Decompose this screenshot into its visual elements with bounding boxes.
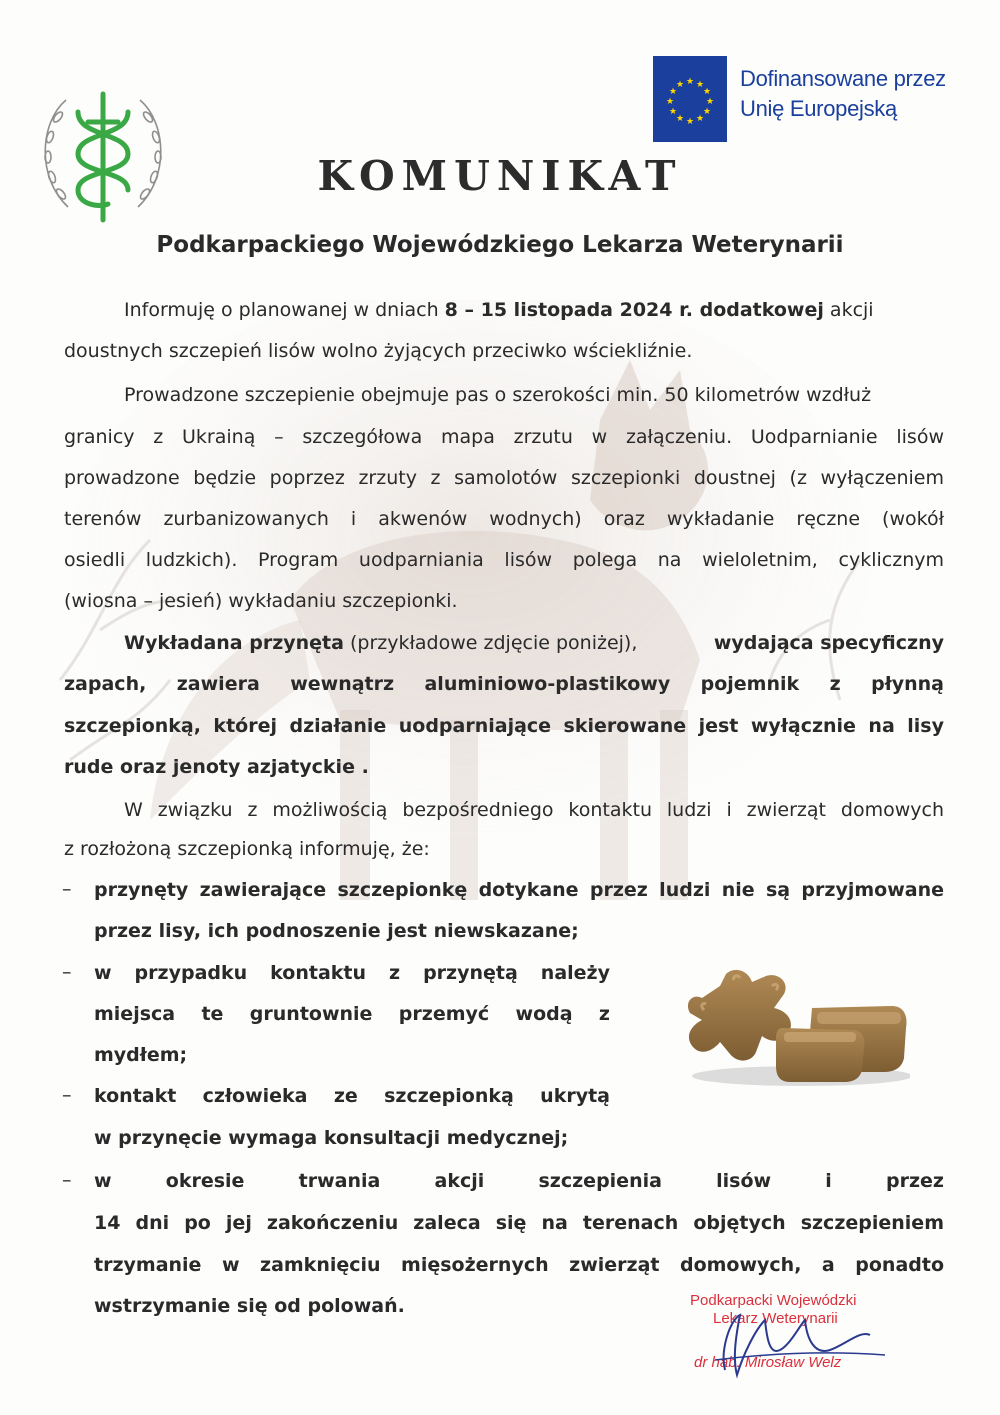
p3-line2: zapach, zawiera wewnątrz aluminiowo-plastikowy pojemnik z płynną xyxy=(64,673,944,695)
p3-line4: rude oraz jenoty azjatyckie . xyxy=(64,756,369,778)
p2-line2: granicy z Ukrainą – szczegółowa mapa zrzutu w załączeniu. Uodparnianie lisów xyxy=(64,426,944,448)
bullet4-line2: 14 dni po jej zakończeniu zaleca się na terenach objętych szczepieniem xyxy=(94,1212,944,1234)
bullet1-line2: przez lisy, ich podnoszenie jest niewskazane; xyxy=(94,920,579,942)
bullet-dash-2: – xyxy=(62,961,72,983)
svg-text:★: ★ xyxy=(668,87,678,97)
document-title: KOMUNIKAT xyxy=(317,152,683,200)
bullet-dash-1: – xyxy=(62,878,72,900)
bullet2-line2: miejsca te gruntownie przemyć wodą z xyxy=(94,1003,610,1025)
p3-bait-label: Wykładana przynęta xyxy=(124,632,344,654)
bullet-dash-3: – xyxy=(62,1084,72,1106)
svg-text:★: ★ xyxy=(702,87,712,97)
p4-line1: W związku z możliwością bezpośredniego kontaktu ludzi i zwierząt domowych xyxy=(124,799,944,821)
p1-line2: doustnych szczepień lisów wolno żyjących przeciwko wściekliźnie. xyxy=(64,340,693,362)
bullet4-line4: wstrzymanie się od polowań. xyxy=(94,1295,405,1317)
p3-line3: szczepionką, której działanie uodparniające skierowane jest wyłącznie na lisy xyxy=(64,715,944,737)
svg-text:★: ★ xyxy=(702,107,712,117)
stamp-line1: Podkarpacki Wojewódzki xyxy=(690,1292,857,1309)
eu-funding-label xyxy=(740,64,946,124)
p3-line1 xyxy=(124,630,944,656)
bullet-dash-4: – xyxy=(62,1169,72,1191)
svg-text:★: ★ xyxy=(695,114,705,124)
svg-text:★: ★ xyxy=(675,80,685,90)
p3-photo-note: (przykładowe zdjęcie poniżej), xyxy=(343,632,638,654)
p2-line1-text: Prowadzone szczepienie obejmuje pas o szerokości min. 50 kilometrów wzdłuż xyxy=(124,384,872,406)
bullet1-line1: przynęty zawierające szczepionkę dotykane przez ludzi nie są przyjmowane xyxy=(94,879,944,901)
bullet2-line3: mydłem; xyxy=(94,1044,188,1066)
p1-text-c: akcji xyxy=(823,299,874,321)
bullet3-line1: kontakt człowieka ze szczepionką ukrytą xyxy=(94,1085,610,1107)
svg-text:★: ★ xyxy=(685,77,695,87)
p2-line6: (wiosna – jesień) wykładaniu szczepionki. xyxy=(64,590,458,612)
bullet3-line2: w przynęcie wymaga konsultacji medycznej; xyxy=(94,1127,569,1149)
stamp-line3: dr hab. Mirosław Welz xyxy=(694,1354,842,1371)
svg-text:★: ★ xyxy=(695,80,705,90)
p1-text-a: Informuję o planowanej w dniach xyxy=(124,299,445,321)
bullet4-line1: w okresie trwania akcji szczepienia lisów i przez xyxy=(94,1170,944,1192)
svg-text:★: ★ xyxy=(705,97,715,107)
svg-text:★: ★ xyxy=(665,97,675,107)
p3-smell-text: wydająca specyficzny xyxy=(713,632,944,654)
p2-line1 xyxy=(124,382,944,408)
document-subtitle: Podkarpackiego Wojewódzkiego Lekarza Weterynarii xyxy=(156,232,844,258)
p2-line5: osiedli ludzkich). Program uodparniania lisów polega na wieloletnim, cyklicznym xyxy=(64,549,944,571)
bullet4-line3: trzymanie w zamknięciu mięsożernych zwierząt domowych, a ponadto xyxy=(94,1254,944,1276)
handwritten-signature xyxy=(695,1300,895,1380)
p1-dates: 8 – 15 listopada 2024 r. dodatkowej xyxy=(444,299,824,321)
p2-line3: prowadzone będzie poprzez zrzuty z samolotów szczepionki doustnej (z wyłączeniem xyxy=(64,467,944,489)
svg-text:★: ★ xyxy=(685,117,695,127)
eu-flag-icon xyxy=(653,56,727,142)
eu-funding-line2: Unię Europejską xyxy=(740,96,897,121)
eu-funding-line1: Dofinansowane przez xyxy=(740,66,946,91)
bait-photo-image xyxy=(672,958,910,1088)
stamp-line2: Lekarz Weterynarii xyxy=(713,1310,838,1327)
p1-line1 xyxy=(124,297,874,323)
svg-text:★: ★ xyxy=(675,114,685,124)
p2-line4: terenów zurbanizowanych i akwenów wodnych) oraz wykładanie ręczne (wokół xyxy=(64,508,944,530)
bullet2-line1: w przypadku kontaktu z przynętą należy xyxy=(94,962,610,984)
p4-line2: z rozłożoną szczepionką informuję, że: xyxy=(64,838,430,860)
svg-text:★: ★ xyxy=(668,107,678,117)
